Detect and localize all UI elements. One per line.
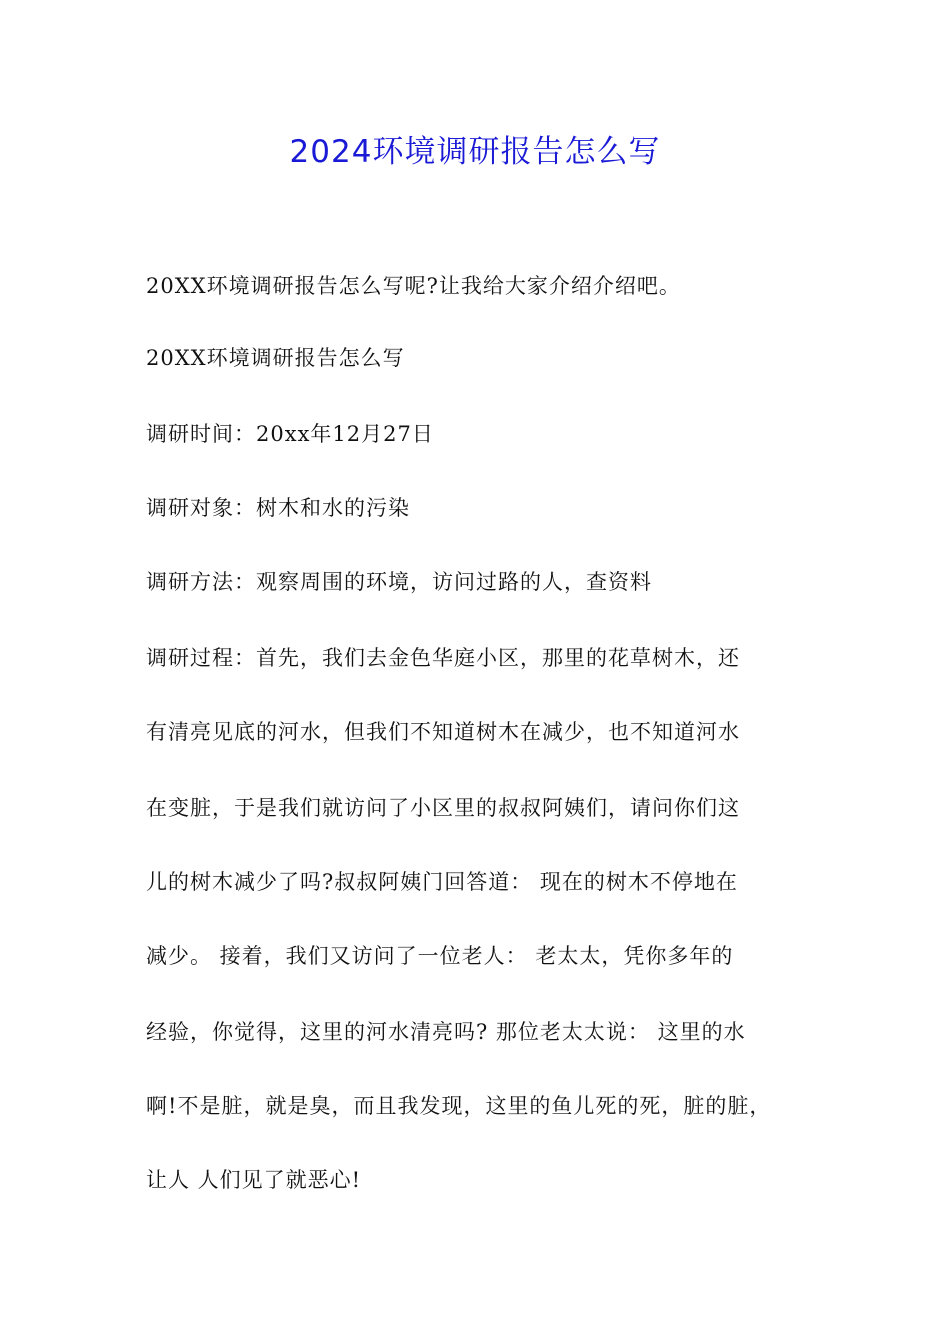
process-line: 啊!不是脏，就是臭，而且我发现，这里的鱼儿死的死，脏的脏， bbox=[146, 1094, 772, 1118]
process-line: 减少。 接着，我们又访问了一位老人： 老太太，凭你多年的 bbox=[146, 944, 734, 968]
process-line: 在变脏，于是我们就访问了小区里的叔叔阿姨们，请问你们这 bbox=[146, 796, 740, 820]
survey-method-line: 调研方法：观察周围的环境，访问过路的人，查资料 bbox=[146, 570, 652, 594]
process-line: 调研过程：首先，我们去金色华庭小区，那里的花草树木，还 bbox=[146, 646, 740, 670]
process-line: 有清亮见底的河水，但我们不知道树木在减少，也不知道河水 bbox=[146, 720, 740, 744]
process-line: 儿的树木减少了吗?叔叔阿姨门回答道： 现在的树木不停地在 bbox=[146, 870, 738, 894]
process-line: 让人 人们见了就恶心! bbox=[146, 1168, 362, 1192]
subtitle-line: 20XX环境调研报告怎么写 bbox=[146, 346, 405, 370]
process-line: 经验，你觉得，这里的河水清亮吗? 那位老太太说： 这里的水 bbox=[146, 1020, 746, 1044]
survey-subject-line: 调研对象：树木和水的污染 bbox=[146, 496, 410, 520]
survey-time-line: 调研时间：20xx年12月27日 bbox=[146, 422, 434, 446]
intro-paragraph: 20XX环境调研报告怎么写呢?让我给大家介绍介绍吧。 bbox=[146, 274, 681, 298]
document-title: 2024环境调研报告怎么写 bbox=[289, 134, 661, 170]
